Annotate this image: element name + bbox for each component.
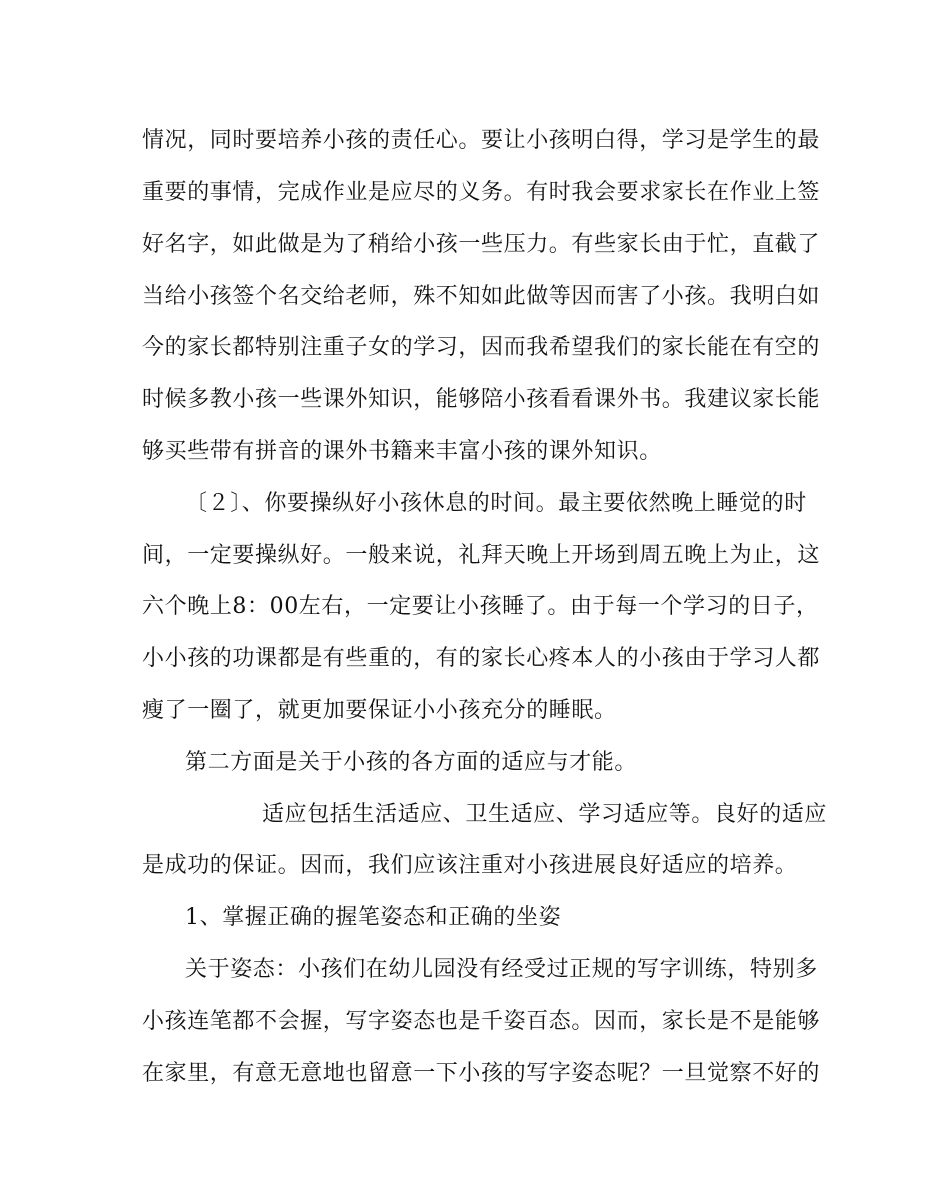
text-line: 关于姿态：小孩们在幼儿园没有经受过正规的写字训练，特别多 [185,957,818,982]
text-line: 情况，同时要培养小孩的责任心。要让小孩明白得，学习是学生的最 [142,128,821,153]
text-line: 是成功的保证。因而，我们应该注重对小孩进展良好适应的培养。 [142,853,798,878]
text-line: 在家里，有意无意地也留意一下小孩的写字姿态呢？一旦觉察不好的 [142,1061,821,1086]
text-line: 今的家长都特别注重子女的学习，因而我希望我们的家长能在有空的 [142,335,821,360]
text-line: 当给小孩签个名交给老师，殊不知如此做等因而害了小孩。我明白如 [142,284,821,309]
text-line: 〔２〕、你要操纵好小孩休息的时间。最主要依然晚上睡觉的时 [185,491,807,516]
text-line: 六个晚上8：00左右，一定要让小孩睡了。由于每一个学习的日子， [142,594,819,619]
text-line: 适应包括生活适应、卫生适应、学习适应等。良好的适应 [262,802,828,827]
text-line: 瘦了一圈了，就更加要保证小小孩充分的睡眠。 [142,698,617,723]
text-line: 第二方面是关于小孩的各方面的适应与才能。 [185,750,638,775]
text-line: 够买些带有拼音的课外书籍来丰富小孩的课外知识。 [142,439,662,464]
text-line: 小小孩的功课都是有些重的，有的家长心疼本人的小孩由于学习人都 [142,646,821,671]
text-line: 时候多教小孩一些课外知识，能够陪小孩看看课外书。我建议家长能 [142,387,821,412]
text-line: 间，一定要操纵好。一般来说，礼拜天晚上开场到周五晚上为止，这 [142,543,821,568]
text-line: 1、掌握正确的握笔姿态和正确的坐姿 [185,905,562,930]
text-line: 好名字，如此做是为了稍给小孩一些压力。有些家长由于忙，直截了 [142,232,821,257]
text-line: 重要的事情，完成作业是应尽的义务。有时我会要求家长在作业上签 [142,180,821,205]
text-line: 小孩连笔都不会握，写字姿态也是千姿百态。因而，家长是不是能够 [142,1009,821,1034]
